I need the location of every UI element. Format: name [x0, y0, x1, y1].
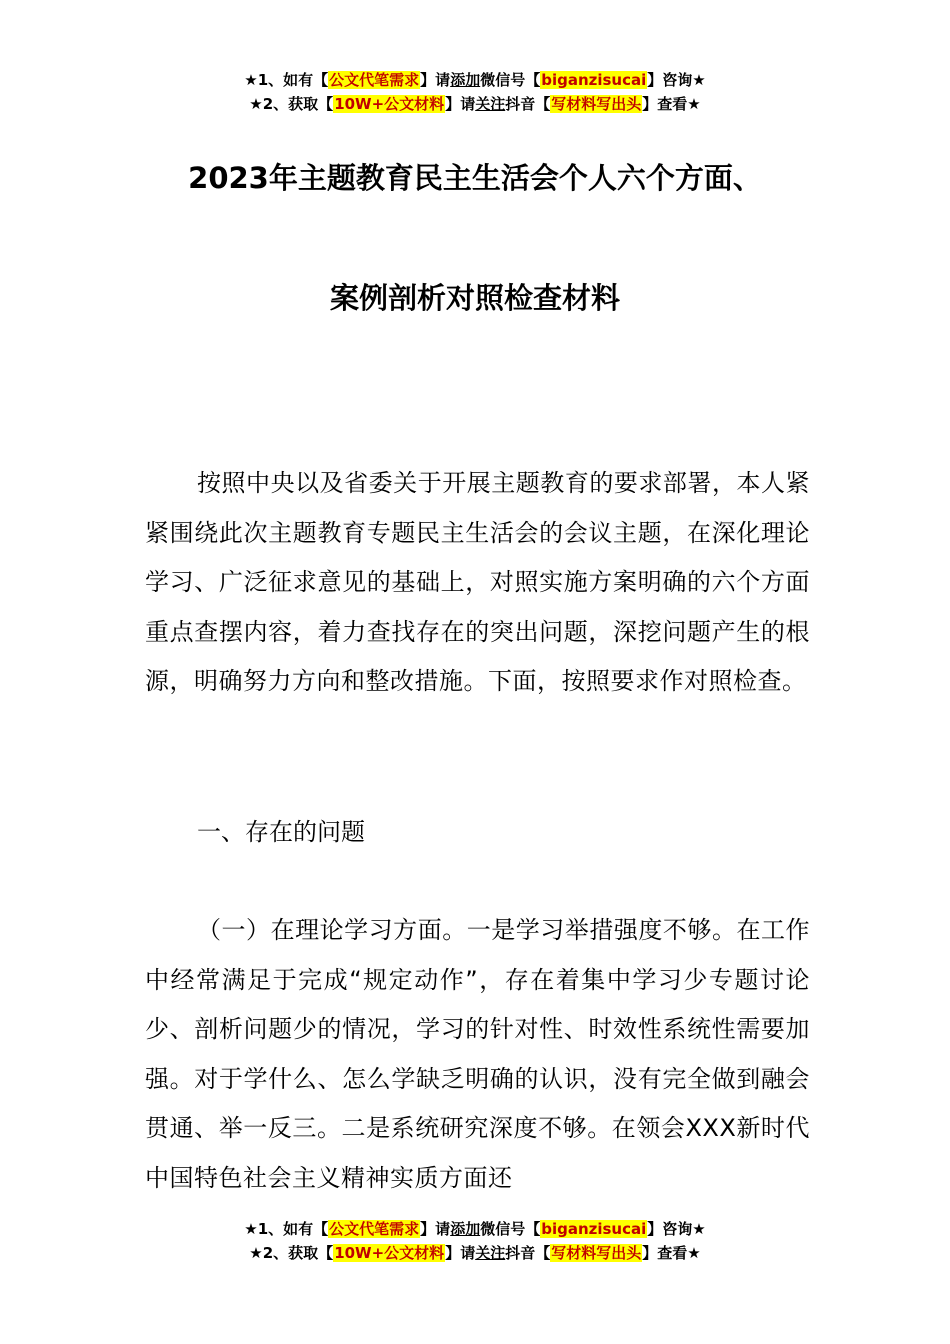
- banner-highlight: 公文代笔需求: [329, 71, 420, 89]
- banner-text: ★2、获取【: [249, 95, 334, 113]
- bottom-banner: [0, 1217, 950, 1265]
- banner-text: 抖音【: [505, 95, 551, 113]
- intro-paragraph: [145, 459, 810, 707]
- banner-text: 微信号【: [480, 71, 541, 89]
- document-title-line-2: 案例剖析对照检查材料: [329, 281, 620, 315]
- banner-text: 】咨询★: [647, 71, 706, 89]
- banner-line-1: [0, 68, 950, 92]
- banner-highlight: 公文代笔需求: [329, 1220, 420, 1238]
- banner-line-2: [0, 92, 950, 116]
- banner-text: 】查看★: [642, 95, 701, 113]
- banner-text: ★1、如有【: [244, 1220, 329, 1238]
- banner-text: 】请: [420, 1220, 451, 1238]
- banner-text: ★1、如有【: [244, 71, 329, 89]
- banner-text: 】咨询★: [647, 1220, 706, 1238]
- banner-text: 】查看★: [642, 1244, 701, 1262]
- banner-highlight: 10W+公文材料: [334, 1244, 445, 1262]
- section-paragraph-text: （一）在理论学习方面。一是学习举措强度不够。在工作中经常满足于完成“规定动作”，存在着集中学习少专题讨论少、剖析问题少的情况，学习的针对性、时效性系统性需要加强。对于学什么、怎么学缺乏明确的认识，没有完全做到融会贯通、举一反三。二是系统研究深度不够。在领会XXX新时代中国特色社会主义精神实质方面还: [145, 916, 810, 1192]
- banner-highlight: biganzisucai: [541, 71, 647, 89]
- banner-text: 微信号【: [480, 1220, 541, 1238]
- banner-underlined: 添加: [450, 71, 481, 89]
- banner-text: 抖音【: [505, 1244, 551, 1262]
- banner-text: 】请: [420, 71, 451, 89]
- section-heading: 一、存在的问题: [197, 818, 365, 846]
- banner-line-1: [0, 1217, 950, 1241]
- banner-highlight: 10W+公文材料: [334, 95, 445, 113]
- top-banner: [0, 68, 950, 116]
- banner-line-2: [0, 1241, 950, 1265]
- banner-text: 】请: [445, 95, 476, 113]
- document-title-line-1: 2023年主题教育民主生活会个人六个方面、: [188, 161, 762, 195]
- banner-text: 】请: [445, 1244, 476, 1262]
- banner-highlight: 写材料写出头: [551, 1244, 642, 1262]
- banner-highlight: biganzisucai: [541, 1220, 647, 1238]
- section-paragraph: [145, 906, 810, 1203]
- banner-highlight: 写材料写出头: [551, 95, 642, 113]
- banner-underlined: 关注: [475, 95, 506, 113]
- banner-text: ★2、获取【: [249, 1244, 334, 1262]
- intro-text: 按照中央以及省委关于开展主题教育的要求部署，本人紧紧围绕此次主题教育专题民主生活会的会议主题，在深化理论学习、广泛征求意见的基础上，对照实施方案明确的六个方面重点查摆内容，着力查找存在的突出问题，深挖问题产生的根源，明确努力方向和整改措施。下面，按照要求作对照检查。: [145, 469, 810, 695]
- banner-underlined: 关注: [475, 1244, 506, 1262]
- banner-underlined: 添加: [450, 1220, 481, 1238]
